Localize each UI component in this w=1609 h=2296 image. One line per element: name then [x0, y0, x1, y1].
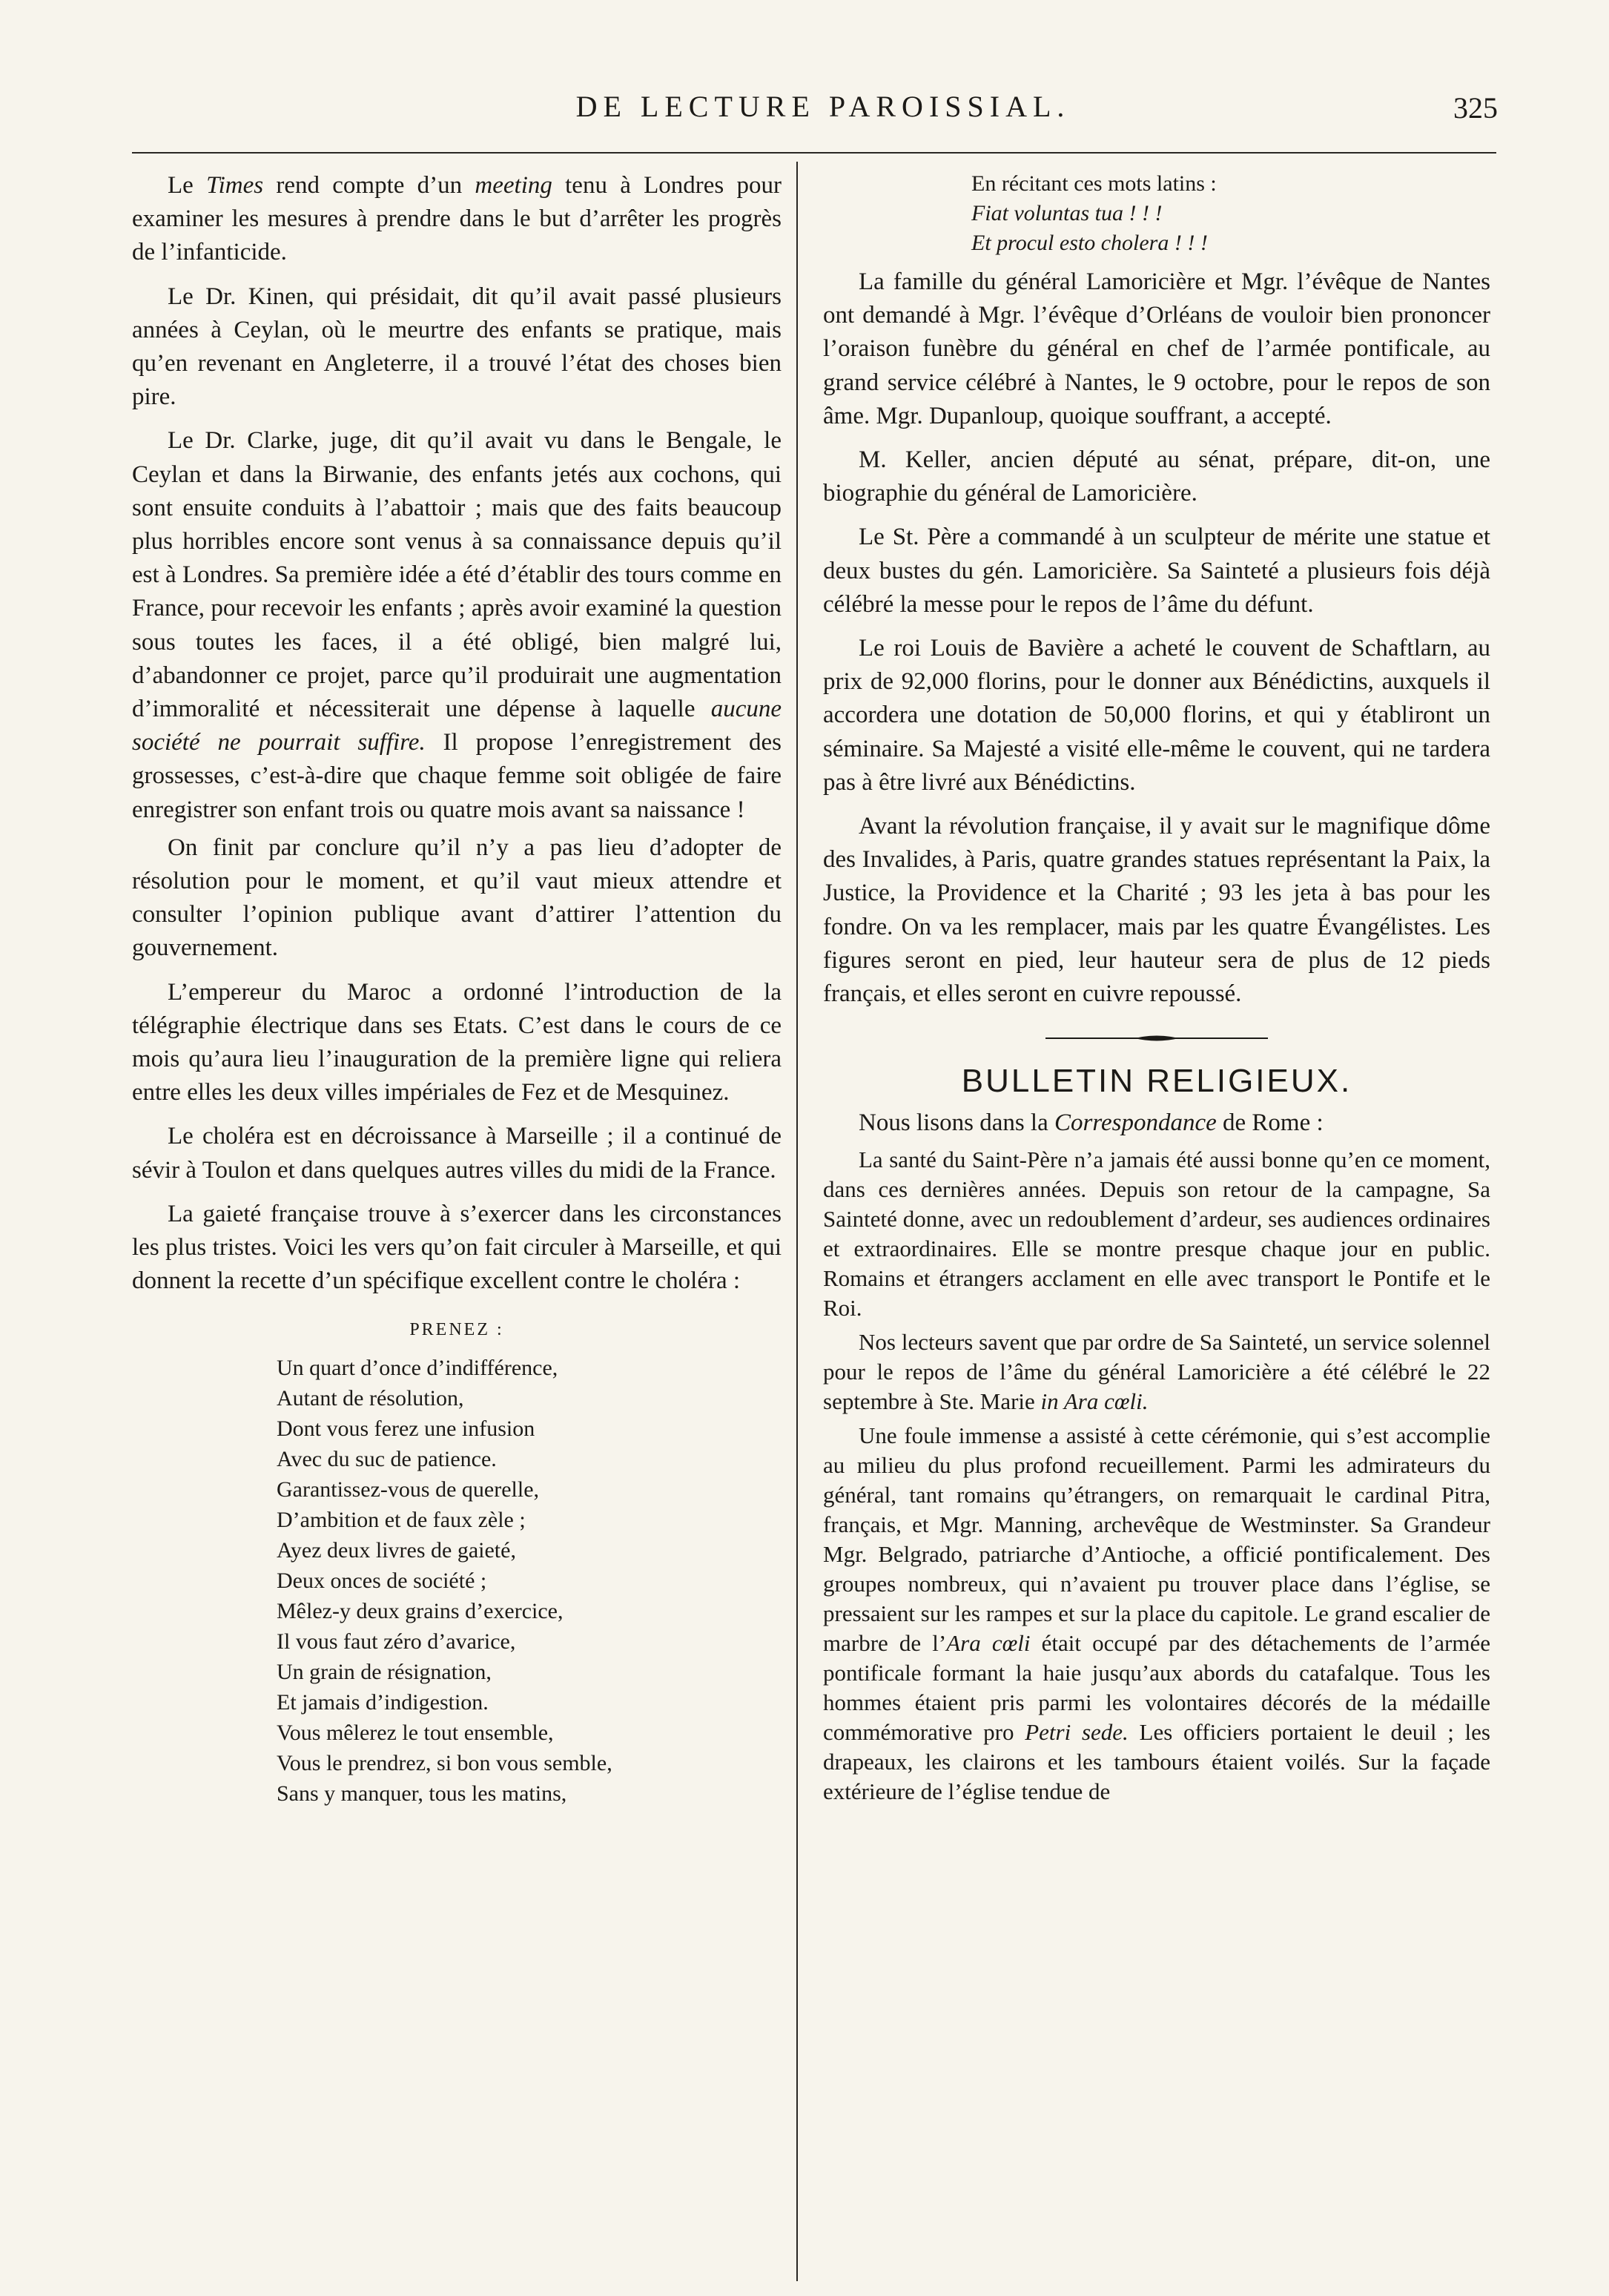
italic-run: in Ara cœli.: [1040, 1388, 1149, 1414]
right-column: [823, 169, 1490, 1811]
verse-line: Vous mêlerez le tout ensemble,: [277, 1720, 554, 1745]
article-keller: M. Keller, ancien député au sénat, prépare, dit-on, une biographie du général de Lamoricière.: [823, 446, 1490, 507]
text-run: Nous lisons dans la: [859, 1109, 1054, 1137]
text-run: Le Dr. Clarke, juge, dit qu’il avait vu dans le Bengale, le Ceylan et dans la Birwanie, des enfants jetés aux cochons, qui sont ensuite conduits à l’abattoir ; mais que des faits beaucoup plus horribles encore sont venus à sa connaissance depuis qu’il est à Londres. Sa première idée a été d’établir des tours comme en France, pour recevoir les enfants ; après avoir examiné la question sous toutes les faces, il a été obligé, bien malgré lui, d’abandonner ce projet, parce qu’il produirait une augmentation d’immoralité et nécessiterait une dépense à laquelle: [132, 427, 782, 723]
section-ornament: [1045, 1033, 1268, 1043]
text-run: Une foule immense a assisté à cette cérémonie, qui s’est accomplie au milieu du plus profond recueillement. Parmi les admirateurs du général, tant romains qu’étrangers, on remarquait le cardinal Pitra, français, et Mgr. Manning, archevêque de Westminster. Sa Grandeur Mgr. Belgrado, patriarche d’Antioche, a officié pontificalement. Des groupes nombreux, qui n’avaient pu trouver place dans l’église, se pressaient sur les rampes et sur la place du capitole. Le grand escalier de marbre de l’: [823, 1422, 1490, 1656]
verse-lines: [277, 1353, 782, 1809]
article-dr-clarke: [132, 424, 782, 826]
verse-line: Ayez deux livres de gaieté,: [277, 1537, 516, 1563]
latin-line: Et procul esto cholera ! ! !: [971, 231, 1208, 255]
page-number: 325: [1453, 91, 1498, 125]
verse-line: Dont vous ferez une infusion: [277, 1416, 535, 1441]
verse-line: Deux onces de société ;: [277, 1568, 487, 1593]
verse-line: Et jamais d’indigestion.: [277, 1689, 489, 1715]
latin-verse: [971, 169, 1490, 258]
text-run: était occupé par des détachements de l’armée pontificale formant la haie jusqu’aux abords du catafalque. Tous les hommes étaient pris parmi les volontaires décorés de la médaille commémorative pro: [823, 1629, 1490, 1745]
column-divider: [796, 162, 798, 2281]
article-maroc-telegraph: L’empereur du Maroc a ordonné l’introduction de la télégraphie électrique dans ses Etats. C’est dans le cours de ce mois qu’aura lieu l’inauguration de la première ligne qui reliera entre elles les deux villes impériales de Fez et de Mesquinez.: [132, 978, 782, 1106]
article-baviere: Le roi Louis de Bavière a acheté le couvent de Schaftlarn, au prix de 92,000 florins, pour le donner aux Bénédictins, auxquels il accordera une dotation de 50,000 florins, et qui y établiront un séminaire. Sa Majesté a visité elle-même le couvent, qui ne tardera pas à être livré aux Bénédictins.: [823, 635, 1490, 796]
article-statue: Le St. Père a commandé à un sculpteur de mérite une statue et deux bustes du gén. Lamoricière. Sa Sainteté a plusieurs fois déjà célébré la messe pour le repos de l’âme du défunt.: [823, 524, 1490, 618]
article-conclusion: On finit par conclure qu’il n’y a pas lieu d’adopter de résolution pour le moment, et qu’il vaut mieux attendre et consulter l’opinion publique avant d’attirer l’attention du gouvernement.: [132, 834, 782, 962]
article-cholera-marseille: Le choléra est en décroissance à Marseille ; il a continué de sévir à Toulon et dans quelques autres villes du midi de la France.: [132, 1123, 782, 1184]
text-run: Le: [168, 172, 207, 199]
bulletin-sante-pape: La santé du Saint-Père n’a jamais été aussi bonne qu’en ce moment, dans ces dernières années. Depuis son retour de la campagne, Sa Sainteté donne, avec un redoublement d’ardeur, ses audiences ordinaires et extraordinaires. Elle se montre presque chaque jour en public. Romains et étrangers acclament en elle avec transport le Pontife et le Roi.: [823, 1146, 1490, 1321]
bulletin-service-solennel: [823, 1327, 1490, 1416]
verse-line: Vous le prendrez, si bon vous semble,: [277, 1750, 612, 1775]
latin-line: Fiat voluntas tua ! ! !: [971, 201, 1163, 225]
article-invalides: Avant la révolution française, il y avait sur le magnifique dôme des Invalides, à Paris, quatre grandes statues représentant la Paix, la Justice, la Providence et la Charité ; 93 les jeta à bas pour les fondre. On va les remplacer, mais par les quatre Évangélistes. Les figures seront en pied, leur hauteur sera de plus de 12 pieds français, et elles seront en cuivre repoussé.: [823, 813, 1490, 1008]
left-column: [132, 169, 782, 1809]
verse-line: Garantissez-vous de querelle,: [277, 1477, 540, 1502]
text-run: Les officiers portaient le deuil ; les drapeaux, les clairons et les tambours étaient voilés. Sur la façade extérieure de l’église tendue de: [823, 1718, 1490, 1804]
italic-run: Times: [206, 172, 264, 199]
verse-line: Un grain de résignation,: [277, 1659, 492, 1684]
italic-run: aucune société ne pourrait suffire.: [132, 696, 782, 756]
verse-heading: PRENEZ :: [409, 1319, 504, 1339]
text-run: Nos lecteurs savent que par ordre de Sa Sainteté, un service solennel pour le repos de l’âme du général Lamoricière a été célébré le 22 septembre à Ste. Marie: [823, 1328, 1490, 1414]
article-lamoriciere-oraison: La famille du général Lamoricière et Mgr. l’évêque de Nantes ont demandé à Mgr. l’évêque d’Orléans de vouloir bien prononcer l’oraison funèbre du général en chef de l’armée pontificale, au grand service célébré à Nantes, le 9 octobre, pour le repos de son âme. Mgr. Dupanloup, quoique souffrant, a accepté.: [823, 268, 1490, 429]
article-times-meeting: [132, 169, 782, 270]
verse-line: Sans y manquer, tous les matins,: [277, 1781, 567, 1806]
bulletin-title: BULLETIN RELIGIEUX.: [961, 1063, 1352, 1100]
verse-line: Un quart d’once d’indifférence,: [277, 1355, 558, 1380]
verse-line: Il vous faut zéro d’avarice,: [277, 1629, 516, 1654]
header-rule: [132, 152, 1496, 154]
text-run: rend compte d’un: [263, 172, 475, 199]
italic-run: meeting: [475, 172, 552, 199]
verse-line: D’ambition et de faux zèle ;: [277, 1507, 526, 1532]
italic-run: Petri sede.: [1025, 1718, 1129, 1745]
bulletin-intro: [823, 1106, 1490, 1140]
bulletin-ceremonie: [823, 1421, 1490, 1807]
verse-line: Mêlez-y deux grains d’exercice,: [277, 1598, 564, 1623]
text-run: de Rome :: [1216, 1109, 1324, 1137]
text-run: tenu à Londres pour examiner les mesures à prendre dans le but d’arrêter les progrès de l’infanticide.: [132, 172, 782, 266]
latin-intro: En récitant ces mots latins :: [971, 171, 1217, 196]
article-gaiete: La gaieté française trouve à s’exercer dans les circonstances les plus tristes. Voici les vers qu’on fait circuler à Marseille, et qui donnent la recette d’un spécifique excellent contre le choléra :: [132, 1200, 782, 1295]
running-title: DE LECTURE PAROISSIAL.: [575, 90, 1071, 123]
text-run: Il propose l’enregistrement des grossesses, c’est-à-dire que chaque femme soit obligée de faire enregistrer son enfant trois ou quatre mois avant sa naissance !: [132, 729, 782, 823]
italic-run: Ara cœli: [946, 1629, 1031, 1656]
cholera-verse: [132, 1315, 782, 1809]
verse-line: Avec du suc de patience.: [277, 1446, 497, 1471]
italic-run: Correspondance: [1054, 1109, 1217, 1137]
verse-line: Autant de résolution,: [277, 1385, 464, 1411]
article-dr-kinen: Le Dr. Kinen, qui présidait, dit qu’il avait passé plusieurs années à Ceylan, où le meurtre des enfants se pratique, mais qu’en revenant en Angleterre, il a trouvé l’état des choses bien pire.: [132, 283, 782, 411]
